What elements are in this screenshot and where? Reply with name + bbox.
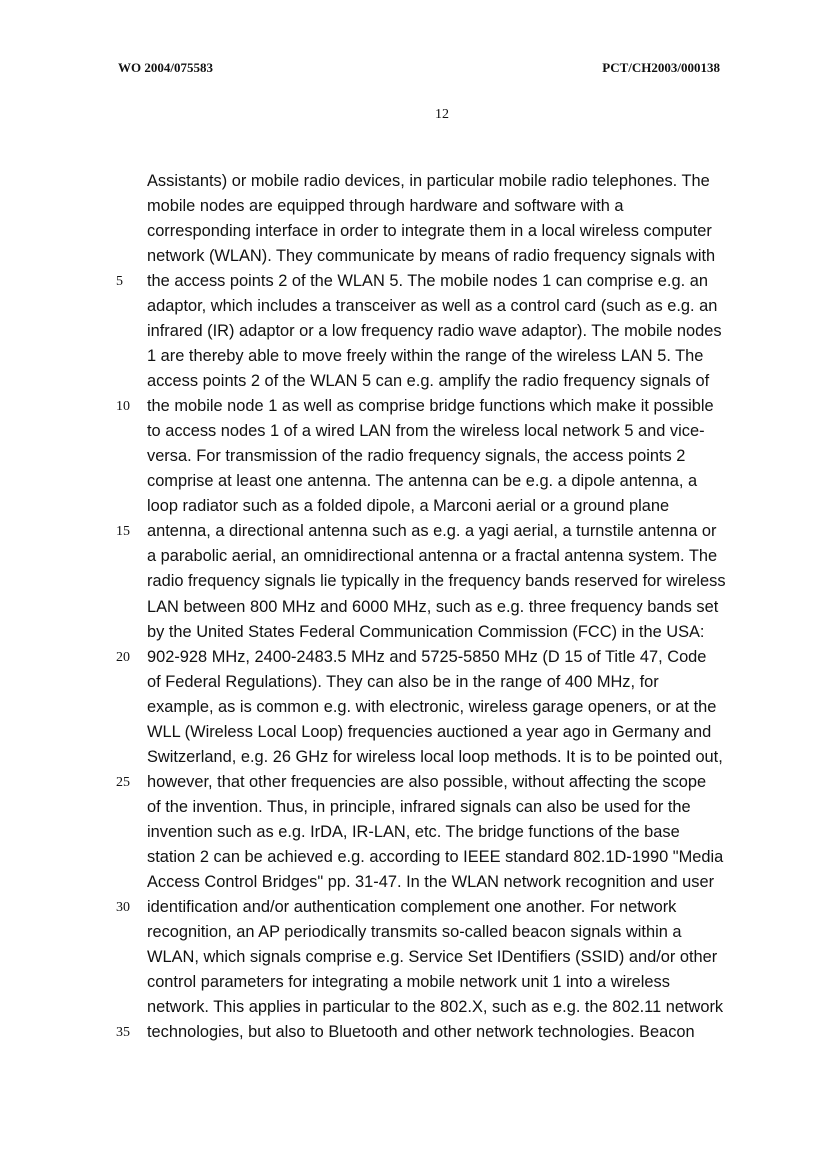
text-line: LAN between 800 MHz and 6000 MHz, such as e.g. three frequency bands set bbox=[147, 597, 719, 616]
text-line: identification and/or authentication complement one another. For network bbox=[147, 897, 677, 916]
text-line: adaptor, which includes a transceiver as well as a control card (such as e.g. an bbox=[147, 297, 718, 316]
text-line: the access points 2 of the WLAN 5. The mobile nodes 1 can comprise e.g. an bbox=[147, 272, 708, 291]
text-line: versa. For transmission of the radio frequency signals, the access points 2 bbox=[147, 447, 686, 466]
text-line: the mobile node 1 as well as comprise bridge functions which make it possible bbox=[147, 397, 714, 416]
page-number: 12 bbox=[435, 107, 449, 122]
text-line: by the United States Federal Communication Commission (FCC) in the USA: bbox=[147, 622, 705, 641]
text-line: invention such as e.g. IrDA, IR-LAN, etc. The bridge functions of the base bbox=[147, 822, 680, 841]
text-line: antenna, a directional antenna such as e.g. a yagi aerial, a turnstile antenna or bbox=[147, 522, 717, 541]
text-line: Switzerland, e.g. 26 GHz for wireless local loop methods. It is to be pointed out, bbox=[147, 747, 723, 766]
text-line: control parameters for integrating a mobile network unit 1 into a wireless bbox=[147, 972, 670, 991]
text-line: network (WLAN). They communicate by means of radio frequency signals with bbox=[147, 247, 716, 266]
text-line: of the invention. Thus, in principle, infrared signals can also be used for the bbox=[147, 797, 691, 816]
text-line: WLAN, which signals comprise e.g. Service Set IDentifiers (SSID) and/or other bbox=[147, 947, 718, 966]
text-line: station 2 can be achieved e.g. according to IEEE standard 802.1D-1990 "Media bbox=[147, 847, 724, 866]
line-number: 25 bbox=[116, 774, 130, 790]
text-line: however, that other frequencies are also possible, without affecting the scope bbox=[147, 772, 707, 791]
text-line: example, as is common e.g. with electronic, wireless garage openers, or at the bbox=[147, 697, 717, 716]
application-number: PCT/CH2003/000138 bbox=[602, 60, 720, 75]
line-number: 35 bbox=[116, 1025, 130, 1041]
text-line: corresponding interface in order to integrate them in a local wireless computer bbox=[147, 222, 712, 241]
text-line: radio frequency signals lie typically in the frequency bands reserved for wireless bbox=[147, 572, 726, 591]
text-line: mobile nodes are equipped through hardware and software with a bbox=[147, 197, 624, 216]
line-number: 5 bbox=[116, 274, 123, 290]
text-line: 1 are thereby able to move freely within the range of the wireless LAN 5. The bbox=[147, 347, 704, 366]
text-line: access points 2 of the WLAN 5 can e.g. amplify the radio frequency signals of bbox=[147, 372, 710, 391]
text-line: network. This applies in particular to the 802.X, such as e.g. the 802.11 network bbox=[147, 997, 724, 1016]
text-line: Assistants) or mobile radio devices, in particular mobile radio telephones. The bbox=[147, 172, 710, 190]
text-line: loop radiator such as a folded dipole, a Marconi aerial or a ground plane bbox=[147, 497, 670, 516]
text-line: a parabolic aerial, an omnidirectional antenna or a fractal antenna system. The bbox=[147, 547, 718, 566]
text-line: recognition, an AP periodically transmits so-called beacon signals within a bbox=[147, 922, 682, 941]
text-line: technologies, but also to Bluetooth and other network technologies. Beacon bbox=[147, 1023, 695, 1042]
line-number: 10 bbox=[116, 399, 130, 415]
text-line: Access Control Bridges" pp. 31-47. In the WLAN network recognition and user bbox=[147, 872, 715, 891]
line-number: 20 bbox=[116, 649, 130, 665]
text-line: infrared (IR) adaptor or a low frequency radio wave adaptor). The mobile nodes bbox=[147, 322, 722, 341]
text-line: comprise at least one antenna. The antenna can be e.g. a dipole antenna, a bbox=[147, 472, 698, 491]
text-line: of Federal Regulations). They can also be in the range of 400 MHz, for bbox=[147, 672, 659, 691]
text-line: 902-928 MHz, 2400-2483.5 MHz and 5725-5850 MHz (D 15 of Title 47, Code bbox=[147, 647, 707, 666]
publication-number: WO 2004/075583 bbox=[118, 60, 213, 75]
line-number: 15 bbox=[116, 524, 130, 540]
line-number: 30 bbox=[116, 899, 130, 915]
text-line: WLL (Wireless Local Loop) frequencies auctioned a year ago in Germany and bbox=[147, 722, 712, 741]
text-line: to access nodes 1 of a wired LAN from the wireless local network 5 and vice- bbox=[147, 422, 705, 441]
